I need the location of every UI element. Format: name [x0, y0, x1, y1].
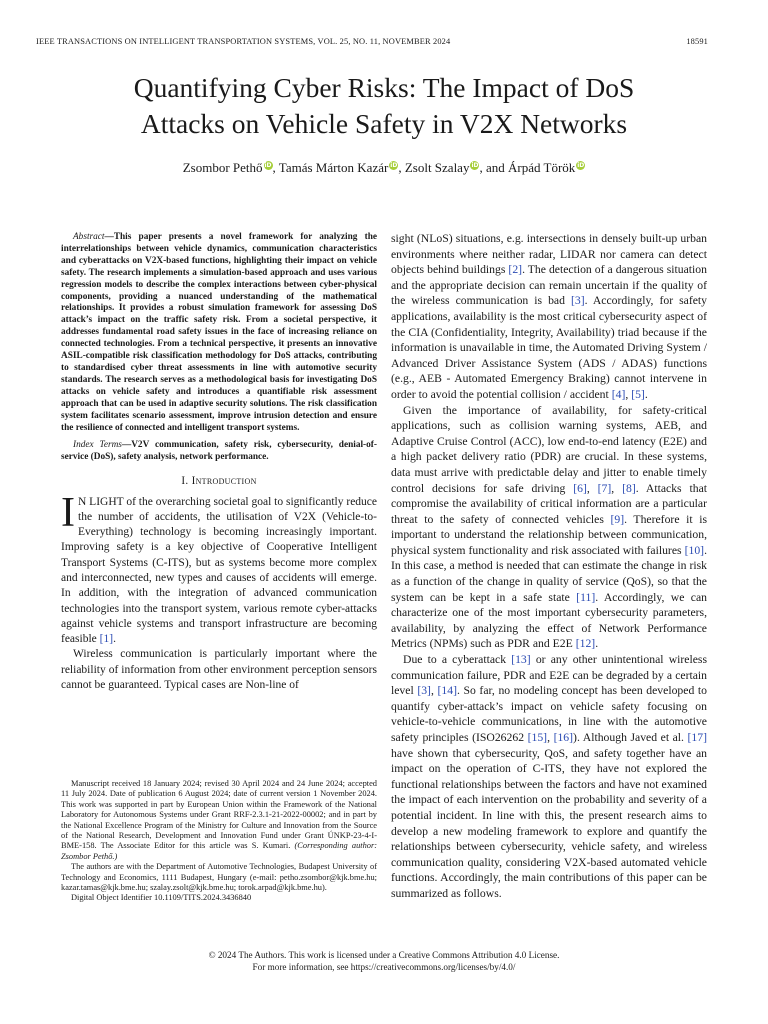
citation-link[interactable]: [14]: [437, 684, 457, 698]
drop-cap: I: [61, 489, 75, 536]
right-paragraph-2: Given the importance of availability, for safety-critical applications, such as collision warning systems, AEB, and Adaptive Cruise Control (ACC), low end-to-end latency (E2E) and a high packet delivery ratio (PDR) are crucial. In these systems, data must arrive with predictable delay and jitter to enable timely control decisions for safe driving [6], [7], [8]. Attacks that compromise the availability of critical information are a particular threat to the safety of connected vehicles [9]. Therefore it is important to understand the relationship between communication, physical system functionality and risk associated with failures [10]. In this case, a method is needed that can estimate the change in risk as a function of the change in quality of service (QoS), so that the system can be kept in a safe state [11]. Accordingly, we can characterize one of the most important cybersecurity parameters, availability, by analyzing the effect of Network Performance Metrics (NPMs) such as PDR and E2E [12].: [391, 403, 708, 651]
author-name: Zsolt Szalay: [404, 160, 470, 175]
section-title: Introduction: [191, 475, 257, 488]
citation-link[interactable]: [11]: [576, 590, 596, 604]
citation-link[interactable]: [6]: [573, 481, 587, 495]
right-column: [391, 231, 707, 902]
author-list: Zsombor Pethő iD, Tamás Márton Kazár iD, Zsolt Szalay iD, and Árpád Török iD: [182, 160, 585, 175]
intro-text-1: N LIGHT of the overarching societal goal to significantly reduce the number of accidents, the utilisation of V2X (Vehicle-to-Everything) technology is becoming increasingly important. Improving safety is a key objective of Cooperative Intelligent Transport Systems (C-ITS), but as systems become more complex and interconnected, new types and causes of accidents will emerge. In addition, with the integration of advanced communication technologies into the transport system, various remote cyber-attacks against vehicle systems and transport infrastructure are becoming feasible: [61, 495, 378, 646]
text-run: sight (NLoS) situations, e.g. intersections in densely built-up urban environments where neither radar, LIDAR nor camera can detect objects behind buildings: [391, 232, 707, 277]
citation-link[interactable]: [15]: [527, 731, 548, 744]
index-terms-dash: —: [121, 440, 132, 451]
citation-link[interactable]: [7]: [597, 481, 612, 495]
citation-link[interactable]: [12]: [575, 637, 596, 651]
corresponding-author: (Corresponding author: Zsombor Pethő.): [61, 841, 378, 861]
citation-link[interactable]: [4]: [611, 387, 626, 401]
text-run: have shown that cybersecurity, QoS, and safety together have an impact on the operation of C-ITS, they have not explored the functional relationships between the factors and have not examined the impact of each intervention on the probability and severity of a potential incident. In line with this, the present research aims to develop a new modeling framework to explore and quantify the relationships between cybersecurity, vehicle safety, and wireless communication quality, considering V2X-based automated vehicle functions. Accordingly, the main contributions of this paper can be summarized as follows.: [391, 746, 707, 900]
abstract-text: This paper presents a novel framework for analyzing the interrelationships between vehicle dynamics, communication characteristics and cyberattacks on V2X-based functions, highlighting their impact on vehicle safety. The research implements a simulation-based approach and uses various regression models to describe the complex interactions between cyber-physical components, providing a nuanced understanding of the mathematical relationships. It provides a robust simulation framework for assessing DoS attack’s impact on the traffic safety risk. From a societal perspective, it addresses fundamental road safety issues in the face of increasing reliance on connected technologies. From a technical perspective, it presents an innovative ASIL-compatible risk classification methodology for DoS attacks, contributing to standardised cyber threat assessments in line with automotive security standards. The research serves as a methodological basis for investigating DoS attacks on vehicle safety and introduces a quantifiable risk assessment approach that can be used in adaptive security solutions. The risk classification system facilitates scenario assessment, improve intrusion detection and ensure the resilience of connected and intelligent transport systems.: [61, 232, 377, 433]
footnote-manuscript-text: Manuscript received 18 January 2024; revised 30 April 2024 and 24 June 2024; accepted 11 July 2024. Date of publication 6 August 2024; date of current version 1 November 2024. This work was supported in part by European Union within the Framework of the National Laboratory for Autonomous Systems under Grant RRF-2.3.1-21-2022-00002; and in part by the National Excellence Program of the Ministry for Culture and Innovation from the Source of the National Research, Development and Innovation Fund under Grant ÚNKP-23-4-I-BME-158. The Associate Editor for this article was S. Kumari.: [61, 779, 377, 851]
citation-link[interactable]: [9]: [610, 512, 625, 526]
orcid-icon[interactable]: iD: [577, 162, 585, 169]
citation-link[interactable]: [16]: [553, 731, 574, 744]
index-terms: [61, 440, 377, 464]
text-run: . Attacks that compromise the availability of critical information are a particular threat to the safety of connected vehicles: [391, 481, 708, 526]
citation-link[interactable]: [2]: [508, 263, 523, 277]
abstract-label: Abstract: [73, 232, 105, 242]
abstract-dash: —: [104, 232, 114, 242]
license-line-2[interactable]: For more information, see https://creativecommons.org/licenses/by/4.0/: [252, 961, 516, 972]
text-run: Given the importance of availability, for safety-critical applications, such as collision warning systems, AEB, and Adaptive Cruise Control (ACC), low end-to-end latency (E2E) and a high packet delivery ratio (PDR) are crucial. In these systems, data must arrive with predictable delay and jitter to enable timely control decisions for safe driving: [391, 403, 707, 495]
section-heading: [61, 474, 377, 489]
text-run: . Therefore it is important to understand the relationship between communication, physical system functionality and risk associated with failures: [391, 512, 707, 557]
citation-link[interactable]: [1]: [99, 633, 114, 646]
text-run: . Accordingly, we can characterize one of the most important cybersecurity parameters, availability, by analyzing the effect of Network Performance Metrics (NPMs) such as PDR and E2E: [391, 590, 707, 651]
text-run: . In this case, a method is needed that can estimate the change in risk as a function of the change in quality of service (QoS), so that the system can be kept in a safe state: [391, 543, 707, 604]
paper-title: [40, 70, 728, 142]
journal-name: IEEE TRANSACTIONS ON INTELLIGENT TRANSPORTATION SYSTEMS, VOL. 25, NO. 11, NOVEMBER 2024: [36, 37, 451, 46]
left-column: [61, 232, 377, 693]
author-name: Árpád Török: [508, 160, 576, 175]
abstract: [61, 232, 377, 434]
author-name: Tamás Márton Kazár: [278, 160, 389, 175]
text-run: . So far, no modeling concept has been developed to quantify cyber-attack’s impact on vehicle safety focusing on vehicle-to-vehicle communications, in line with the automotive safety principles (ISO26262: [391, 684, 707, 744]
text-run: Due to a cyberattack: [403, 653, 512, 667]
license-notice: [40, 950, 728, 973]
footnote-doi: Digital Object Identifier 10.1109/TITS.2024.3436840: [71, 893, 252, 903]
right-paragraph-1: sight (NLoS) situations, e.g. intersections in densely built-up urban environments where neither radar, LIDAR nor camera can detect objects behind buildings [2]. The detection of a dangerous situation and the appropriate decision can remain uncertain if the quality of the wireless communication is bad [3]. Accordingly, for safety applications, availability is the most critical cybersecurity aspect of the CIA (Confidentiality, Integrity, Availability) triad because if the information is unavailable in time, the Automated Driving System / Advanced Driver Assistance System (ADS / ADAS) functions (e.g., AEB - Automated Emergency Braking) cannot intervene in order to avoid the potential collision / accident [4], [5].: [391, 232, 707, 401]
footnotes: [61, 779, 377, 904]
author-conjunction: and: [485, 160, 505, 175]
text-run: . Accordingly, for safety applications, availability is the most critical cybersecurity aspect of the CIA (Confidentiality, Integrity, Availability) triad because if the information is unavailable in time, the Automated Driving System / Advanced Driver Assistance System (ADS / ADAS) functions (e.g., AEB - Automated Emergency Braking) cannot intervene in order to avoid the potential collision / accident: [391, 294, 707, 401]
citation-link[interactable]: [5]: [631, 387, 645, 401]
orcid-icon[interactable]: iD: [471, 162, 479, 169]
intro-paragraph-1: I N LIGHT of the overarching societal goal to significantly reduce the number of accidents, the utilisation of V2X (Vehicle-to-Everything) technology is becoming increasingly important. Improving safety is a key objective of Cooperative Intelligent Transport Systems (C-ITS), but as systems become more complex and interconnected, new types and causes of accidents will emerge. In addition, with the integration of advanced communication technologies into the transport system, various remote cyber-attacks against vehicle systems and transport infrastructure are becoming feasible [1].: [61, 489, 378, 646]
title-line-2: Attacks on Vehicle Safety in V2X Networks: [140, 108, 628, 139]
citation-link[interactable]: [17]: [687, 731, 708, 744]
citation-link[interactable]: [3]: [570, 294, 585, 308]
index-terms-text: V2V communication, safety risk, cybersecurity, denial-of-service (DoS), safety analysis, network performance.: [61, 440, 377, 463]
title-line-1: Quantifying Cyber Risks: The Impact of DoS: [133, 72, 635, 103]
intro-paragraph-2: Wireless communication is particularly important where the reliability of information from other environment perception sensors cannot be guaranteed. Typical cases are Non-line of: [61, 648, 377, 692]
running-header: [36, 37, 708, 51]
footnote-manuscript: [61, 779, 377, 862]
page-number: 18591: [686, 37, 708, 46]
text-run: . The detection of a dangerous situation and the appropriate decision can remain uncertain if the quality of the wireless communication is bad: [391, 263, 707, 308]
citation-link[interactable]: [10]: [684, 543, 705, 557]
text-run: ). Although Javed et al.: [573, 731, 688, 744]
right-paragraph-3: Due to a cyberattack [13] or any other unintentional wireless communication failure, PDR and E2E can be degraded by a certain level [3], [14]. So far, no modeling concept has been developed to quantify cyber-attack’s impact on vehicle safety focusing on vehicle-to-vehicle communications, in line with the automotive safety principles (ISO26262 [15], [16]). Although Javed et al. [17] have shown that cybersecurity, QoS, and safety together have an impact on the operation of C-ITS, they have not explored the functional relationships between the factors and have not examined the impact of each intervention on the probability and severity of a potential incident. In line with this, the present research aims to develop a new modeling framework to explore and quantify the relationships between cybersecurity, vehicle safety, and wireless communication quality, considering V2X-based automated vehicle functions. Accordingly, the main contributions of this paper can be summarized as follows.: [391, 653, 708, 900]
author-name: Zsombor Pethő: [182, 160, 263, 175]
citation-link[interactable]: [13]: [511, 653, 531, 667]
section-number: I.: [181, 475, 189, 488]
citation-link[interactable]: [8]: [622, 481, 636, 495]
citation-link[interactable]: [3]: [417, 684, 431, 698]
text-run: or any other unintentional wireless communication failure, PDR and E2E can be degraded by a certain level: [391, 653, 707, 698]
index-terms-label: Index Terms: [73, 440, 122, 451]
license-line-1: © 2024 The Authors. This work is licensed under a Creative Commons Attribution 4.0 License.: [208, 950, 560, 960]
footnote-affiliation: The authors are with the Department of Automotive Technologies, Budapest University of Technology and Economics, 1111 Budapest, Hungary (e-mail: petho.zsombor@kjk.bme.hu; kazar.tamas@kjk.bme.hu; szalay.zsolt@kjk.bme.hu; torok.arpad@kjk.bme.hu).: [61, 862, 377, 893]
orcid-icon[interactable]: iD: [390, 162, 398, 169]
orcid-icon[interactable]: iD: [264, 162, 272, 169]
